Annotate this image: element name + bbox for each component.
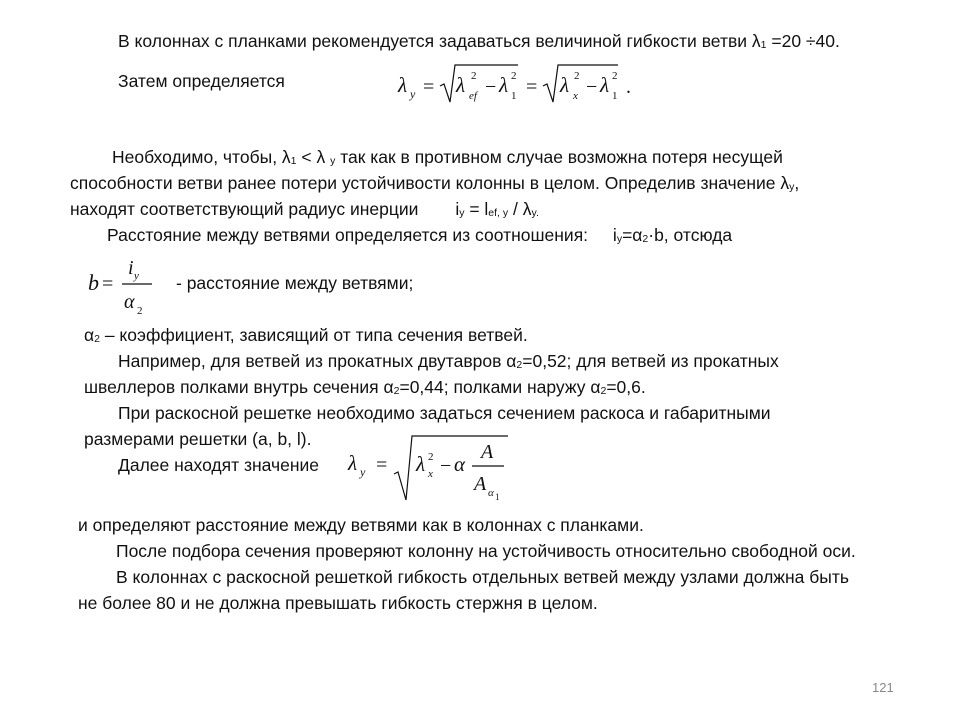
symbol-lambda: λ	[600, 73, 610, 97]
symbol-A: A	[481, 441, 494, 463]
subscript-y: y	[360, 465, 366, 479]
subscript-x: x	[428, 468, 433, 480]
paragraph-branch-slenderness	[118, 30, 840, 56]
paragraph-lattice-slenderness-line1: В колоннах с раскосной решеткой гибкость отдельных ветвей между узлами должна быть	[116, 567, 849, 587]
equals-sign: =	[423, 76, 435, 98]
subscript-1: 1	[495, 492, 500, 502]
text-run: – коэффициент, зависящий от типа сечения ветвей.	[99, 325, 528, 345]
paragraph-then-determined: Затем определяется	[118, 71, 285, 91]
subscript-y: y	[410, 87, 416, 101]
subscript-2: 2	[137, 305, 143, 317]
superscript-2: 2	[612, 70, 618, 82]
text-run: Расстояние между ветвями определяется из соотношения:	[107, 225, 589, 245]
subscript: y	[616, 233, 623, 245]
subscript-ef: ef	[469, 90, 477, 102]
symbol-b: b	[88, 270, 99, 295]
subscript: 1	[760, 39, 767, 51]
subscript: ef, y	[488, 207, 509, 219]
subscript-alpha: α	[488, 487, 494, 499]
equals-sign: =	[526, 76, 538, 98]
period: .	[626, 76, 631, 98]
text-run: способности ветви ранее потери устойчивости колонны в целом. Определив значение λ	[70, 173, 790, 193]
symbol-alpha: α	[454, 452, 466, 476]
minus-sign: −	[485, 76, 497, 98]
paragraph-example-line2	[84, 376, 646, 402]
subscript: y	[330, 155, 336, 167]
formula-b-equals-iy-over-alpha2	[86, 252, 166, 318]
text-run: Необходимо, чтобы, λ	[112, 147, 291, 167]
text-run: i	[455, 199, 460, 219]
subscript-y: y	[134, 270, 139, 282]
formula-description: - расстояние между ветвями;	[176, 273, 414, 293]
paragraph-condition-line2	[70, 172, 799, 198]
subscript: y.	[531, 207, 539, 219]
text-run: Например, для ветвей из прокатных двутавров α	[118, 351, 517, 371]
minus-sign: −	[440, 455, 452, 477]
subscript: 1	[290, 155, 297, 167]
paragraph-condition-line3	[70, 198, 539, 224]
paragraph-check-stability: После подбора сечения проверяют колонну на устойчивость относительно свободной оси.	[116, 541, 856, 561]
text-run: =0,52; для ветвей из прокатных	[522, 351, 779, 371]
subscript: 2	[516, 359, 523, 371]
text-run: швеллеров полками внутрь сечения α	[84, 377, 394, 397]
subscript: 2	[94, 333, 100, 345]
symbol-lambda: λ	[398, 73, 408, 97]
superscript-2: 2	[511, 70, 517, 82]
symbol-i: i	[128, 257, 134, 279]
symbol-lambda: λ	[456, 73, 466, 97]
symbol-alpha: α	[124, 291, 135, 313]
formula-lambda-y-lattice	[344, 434, 514, 504]
text-run: / λ	[508, 199, 532, 219]
text-run: так как в противном случае возможна потеря несущей	[335, 147, 783, 167]
superscript-2: 2	[574, 70, 580, 82]
subscript: y	[789, 181, 795, 193]
symbol-lambda: λ	[560, 73, 570, 97]
formula-lambda-y-slenderness	[398, 62, 658, 106]
subscript-1: 1	[511, 90, 517, 102]
subscript: 2	[642, 233, 649, 245]
equals-sign: =	[376, 454, 388, 476]
paragraph-lattice-line1: При раскосной решетке необходимо задаться сечением раскоса и габаритными	[118, 403, 771, 423]
subscript: 2	[393, 385, 400, 397]
minus-sign: −	[586, 76, 598, 98]
paragraph-condition-line1	[112, 146, 783, 172]
text-run: i	[612, 225, 617, 245]
subscript-x: x	[573, 90, 578, 102]
superscript-2: 2	[428, 451, 434, 463]
symbol-lambda: λ	[348, 451, 358, 475]
subscript: 2	[600, 385, 607, 397]
paragraph-determine-distance: и определяют расстояние между ветвями как в колоннах с планками.	[78, 515, 644, 535]
paragraph-example-line1	[118, 350, 779, 376]
symbol-lambda: λ	[499, 73, 509, 97]
paragraph-lattice-slenderness-line2: не более 80 и не должна превышать гибкость стержня в целом.	[78, 593, 598, 613]
text-run: ,	[794, 173, 800, 193]
symbol-A: A	[474, 473, 487, 495]
text-run: находят соответствующий радиус инерции	[70, 199, 419, 219]
text-run: =20 ÷40.	[766, 31, 840, 51]
text-run: В колоннах с планками рекомендуется задаваться величиной гибкости ветви λ	[118, 31, 761, 51]
text-run: ·b, отсюда	[648, 225, 733, 245]
superscript-2: 2	[471, 70, 477, 82]
paragraph-alpha2-coefficient	[84, 324, 528, 350]
symbol-lambda: λ	[416, 452, 426, 476]
paragraph-lattice-line2: размерами решетки (a, b, l).	[84, 429, 312, 449]
text-run: α	[84, 325, 95, 345]
text-run: = l	[464, 199, 489, 219]
subscript-1: 1	[612, 90, 618, 102]
text-run: =α	[622, 225, 643, 245]
page-number: 121	[872, 680, 894, 695]
paragraph-branch-distance	[107, 224, 732, 250]
equals-sign: =	[102, 273, 114, 295]
text-run: =0,44; полками наружу α	[399, 377, 601, 397]
text-run: =0,6.	[606, 377, 646, 397]
text-run: < λ	[296, 147, 331, 167]
paragraph-next-find: Далее находят значение	[118, 455, 320, 475]
subscript: y	[459, 207, 465, 219]
